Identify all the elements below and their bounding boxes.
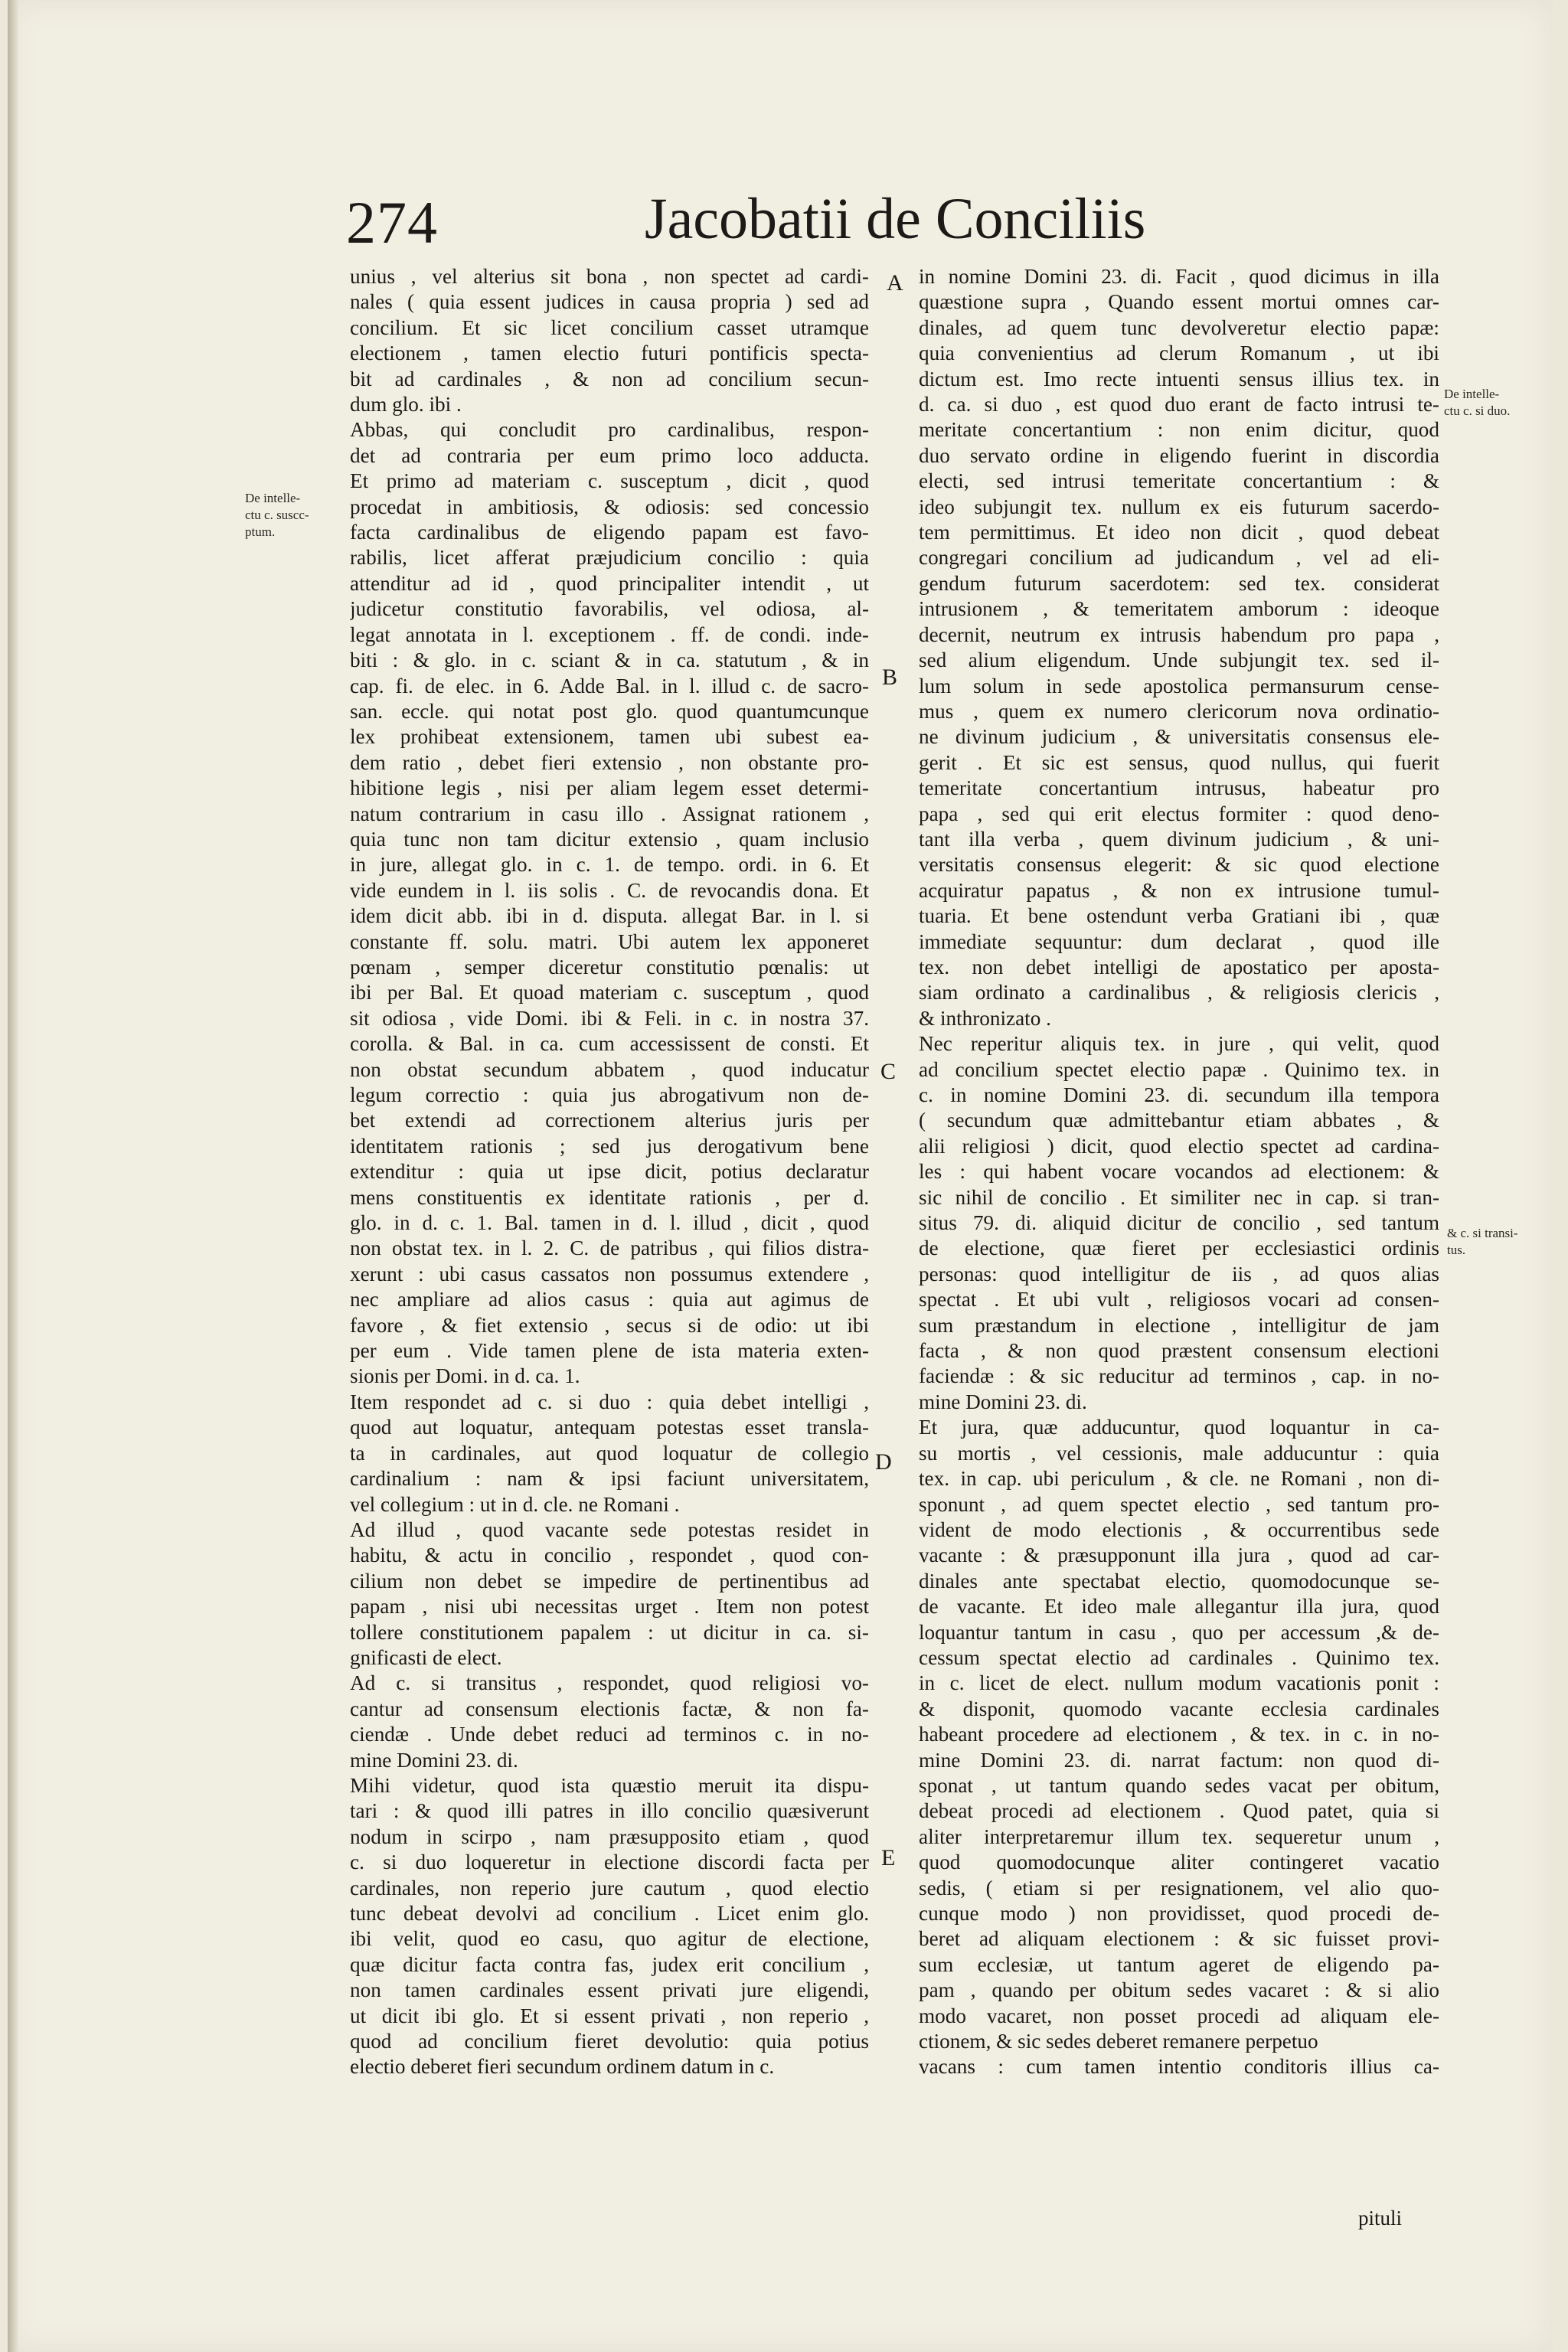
text-line: in jure, allegat glo. in c. 1. de tempo. ordi. in 6. Et: [350, 853, 869, 877]
margin-note-left: [245, 490, 309, 541]
text-line: sionis per Domi. in d. ca. 1.: [350, 1364, 580, 1388]
text-line: c. in nomine Domini 23. di. secundum illa tempora: [919, 1083, 1439, 1106]
text-line: cap. fi. de elec. in 6. Adde Bal. in l. illud c. de sacro-: [350, 674, 869, 697]
text-line: sed alium eligendum. Unde subjungit tex. sed il-: [919, 648, 1439, 672]
text-line: natum contrarium in casu illo . Assignat rationem ,: [350, 802, 869, 825]
text-line: Item respondet ad c. si duo : quia debet intelligi ,: [350, 1390, 869, 1413]
text-line: dinales ante spectabat electio, quomodocunque se-: [919, 1569, 1439, 1592]
text-line: facta , & non quod præstent consensum electioni: [919, 1339, 1439, 1363]
text-line: ( secundum quæ admittebantur etiam abbates , &: [919, 1109, 1439, 1132]
text-line: meritate concertantium : non enim dicitur, quod: [919, 418, 1439, 442]
text-line: Nec reperitur aliquis tex. in jure , qui velit, quod: [919, 1032, 1439, 1056]
text-line: personas: quod intelligitur de iis , ad quos alias: [919, 1262, 1439, 1285]
text-line: modo vacaret, non posset procedi ad aliquam ele-: [919, 2004, 1439, 2027]
text-line: vident de modo electionis , & occurrentibus sede: [919, 1517, 1439, 1541]
text-line: nales ( quia essent judices in causa propria ) sed ad: [350, 290, 869, 314]
section-letter-a: A: [887, 270, 903, 296]
text-line: c. si duo loqueretur in electione discordi facta per: [350, 1851, 869, 1874]
text-line: electio deberet fieri secundum ordinem datum in c.: [350, 2055, 775, 2079]
text-line: gendum futurum sacerdotem: sed tex. considerat: [919, 571, 1439, 595]
text-line: Abbas, qui concludit pro cardinalibus, respon-: [350, 418, 869, 442]
text-line: sponunt , ad quem spectet electio , sed tantum pro-: [919, 1492, 1439, 1516]
text-line: tex. non debet intelligi de apostatico per aposta-: [919, 955, 1439, 978]
text-line: non obstat secundum abbatem , quod inducatur: [350, 1057, 869, 1081]
text-line: quæ dicitur facta contra fas, judex erit concilium ,: [350, 1952, 869, 1976]
text-line: legat annotata in l. exceptionem . ff. de condi. inde-: [350, 622, 869, 646]
text-line: det ad contraria per eum primo loco adducta.: [350, 443, 869, 467]
text-line: sum ecclesiæ, ut tantum ageret de eligendo pa-: [919, 1952, 1439, 1976]
text-line: Mihi videtur, quod ista quæstio meruit ita dispu-: [350, 1773, 869, 1797]
text-line: quod aut loquatur, antequam potestas esset transla-: [350, 1416, 869, 1439]
margin-note-line: De intelle-: [245, 491, 301, 505]
text-line: facta cardinalibus de eligendo papam est favo-: [350, 521, 869, 544]
text-line: situs 79. di. aliquid dicitur de concilio , sed tantum: [919, 1211, 1439, 1235]
text-line: ut dicit ibi glo. Et si essent privati , non reperio ,: [350, 2004, 869, 2027]
text-line: pœnam , semper diceretur constitutio pœnalis: ut: [350, 955, 869, 978]
text-line: mine Domini 23. di. narrat factum: non quod di-: [919, 1748, 1439, 1772]
margin-note-line: tus.: [1447, 1243, 1466, 1257]
text-line: loquantur tantum in casu , quo per accessum ,& de-: [919, 1620, 1439, 1644]
text-line: vide eundem in l. iis solis . C. de revocandis dona. Et: [350, 878, 869, 902]
text-line: faciendæ : & sic reducitur ad terminos , cap. in no-: [919, 1364, 1439, 1388]
text-line: mine Domini 23. di.: [919, 1390, 1087, 1413]
left-text-column: [350, 264, 869, 2080]
text-line: gnificasti de elect.: [350, 1645, 502, 1669]
text-line: per eum . Vide tamen plene de ista materia exten-: [350, 1339, 869, 1363]
text-line: vacante : & præsupponunt illa jura , quod ad car-: [919, 1544, 1439, 1567]
margin-note-right-1: [1444, 386, 1510, 420]
text-line: concilium. Et sic licet concilium casset utramque: [350, 315, 869, 339]
text-line: unius , vel alterius sit bona , non spectet ad cardi-: [350, 265, 869, 288]
text-line: pam , quando per obitum sedes vacaret : & si alio: [919, 1978, 1439, 2002]
text-line: sedis, ( etiam si per resignationem, vel alio quo-: [919, 1876, 1439, 1900]
text-line: nec ampliare ad alios casus : quia aut agimus de: [350, 1288, 869, 1312]
text-line: sponat , ut tantum quando sedes vacat per obitum,: [919, 1773, 1439, 1797]
margin-note-line: ctu c. suscc-: [245, 508, 309, 522]
text-line: tuaria. Et bene ostendunt verba Gratiani ibi , quæ: [919, 904, 1439, 928]
text-line: tex. in cap. ubi periculum , & cle. ne Romani , non di-: [919, 1467, 1439, 1491]
text-line: tant illa verba , quem divinum judicium , & uni-: [919, 827, 1439, 851]
text-line: procedat in ambitiosis, & odiosis: sed concessio: [350, 495, 869, 518]
text-line: quæstione supra , Quando essent mortui omnes car-: [919, 290, 1439, 314]
text-line: quia tunc non tam dicitur extensio , quam inclusio: [350, 827, 869, 851]
text-line: judicetur constitutio favorabilis, vel odiosa, al-: [350, 597, 869, 621]
margin-note-line: ptum.: [245, 524, 276, 539]
text-line: identitatem rationis ; sed jus derogativum bene: [350, 1134, 869, 1158]
text-line: temeritate concertantium intrusus, habeatur pro: [919, 776, 1439, 800]
text-line: nodum in scirpo , nam præsupposito etiam , quod: [350, 1824, 869, 1848]
text-line: ad concilium spectet electio papæ . Quinimo tex. in: [919, 1057, 1439, 1081]
text-line: vacans : cum tamen intentio conditoris illius ca-: [919, 2055, 1439, 2079]
text-line: alii religiosi ) dicit, quod electio spectet ad cardina-: [919, 1134, 1439, 1158]
text-line: decernit, neutrum ex intrusis habendum pro papa ,: [919, 622, 1439, 646]
text-line: papam , nisi ubi necessitas urget . Item non potest: [350, 1595, 869, 1619]
text-line: versitatis consensus elegerit: & sic quod electione: [919, 853, 1439, 877]
text-line: attenditur ad id , quod principaliter intendit , ut: [350, 571, 869, 595]
text-line: & inthronizato .: [919, 1006, 1051, 1030]
text-line: quod quomodocunque aliter contingeret vacatio: [919, 1851, 1439, 1874]
text-line: Et primo ad materiam c. susceptum , dicit , quod: [350, 469, 869, 493]
text-line: mine Domini 23. di.: [350, 1748, 518, 1772]
text-line: Ad c. si transitus , respondet, quod religiosi vo-: [350, 1671, 869, 1695]
text-line: cilium non debet se impedire de pertinentibus ad: [350, 1569, 869, 1592]
text-line: mus , quem ex numero clericorum nova ordinatio-: [919, 699, 1439, 723]
text-line: sic nihil de concilio . Et similiter nec in cap. si tran-: [919, 1185, 1439, 1209]
text-line: vel collegium : ut in d. cle. ne Romani .: [350, 1492, 680, 1516]
text-line: debeat procedi ad electionem . Quod patet, quia si: [919, 1799, 1439, 1823]
text-line: su mortis , vel cessionis, male adducuntur : quia: [919, 1441, 1439, 1465]
text-line: de electione, quæ fieret per ecclesiastici ordinis: [919, 1236, 1439, 1260]
text-line: sit odiosa , vide Domi. ibi & Feli. in c. in nostra 37.: [350, 1006, 869, 1030]
text-line: acquiratur papatus , & non ex intrusione tumul-: [919, 878, 1439, 902]
text-line: corolla. & Bal. in ca. cum accessissent de consti. Et: [350, 1032, 869, 1056]
text-line: dinales, ad quem tunc devolveretur electio papæ:: [919, 315, 1439, 339]
text-line: in nomine Domini 23. di. Facit , quod dicimus in illa: [919, 265, 1439, 288]
right-text-column: [919, 264, 1439, 2080]
text-line: tunc debeat devolvi ad concilium . Licet enim glo.: [350, 1902, 869, 1925]
text-line: gerit . Et sic est sensus, quod nullus, qui fuerit: [919, 750, 1439, 774]
text-line: cantur ad consensum electionis factæ, & non fa-: [350, 1697, 869, 1720]
text-line: & disponit, quomodo vacante ecclesia cardinales: [919, 1697, 1439, 1720]
text-line: san. eccle. qui notat post glo. quod quantumcunque: [350, 699, 869, 723]
text-line: bit ad cardinales , & non ad concilium secun-: [350, 367, 869, 390]
text-line: ideo subjungit tex. nullum ex eis futurum sacerdo-: [919, 495, 1439, 518]
text-line: cardinales, non reperio jure cautum , quod electio: [350, 1876, 869, 1900]
section-letter-e: E: [881, 1845, 896, 1870]
text-line: papa , sed qui erit electus formiter : quod deno-: [919, 802, 1439, 825]
text-line: bet extendi ad correctionem alterius juris per: [350, 1109, 869, 1132]
text-line: extenditur : quia ut ipse dicit, potius declaratur: [350, 1160, 869, 1184]
text-line: spectat . Et ubi vult , religiosos vocari ad consen-: [919, 1288, 1439, 1312]
margin-note-line: De intelle-: [1444, 387, 1500, 401]
text-line: hibitione legis , nisi per aliam legem esset determi-: [350, 776, 869, 800]
running-title: Jacobatii de Conciliis: [645, 187, 1146, 251]
catchword: pituli: [1358, 2207, 1403, 2230]
text-line: glo. in d. c. 1. Bal. tamen in d. l. illud , dicit , quod: [350, 1211, 869, 1235]
text-line: ciendæ . Unde debet reduci ad terminos c. in no-: [350, 1723, 869, 1746]
text-line: cessum spectat electio ad cardinales . Quinimo tex.: [919, 1645, 1439, 1669]
text-line: tollere constitutionem papalem : ut dicitur in ca. si-: [350, 1620, 869, 1644]
text-line: rabilis, licet afferat præjudicium concilio : quia: [350, 546, 869, 570]
text-line: beret ad aliquam electionem : & sic fuisset provi-: [919, 1927, 1439, 1951]
margin-note-right-2: [1447, 1225, 1518, 1259]
text-line: habeant procedere ad electionem , & tex. in c. in no-: [919, 1723, 1439, 1746]
text-line: ta in cardinales, aut quod loquatur de collegio: [350, 1441, 869, 1465]
text-line: habitu, & actu in concilio , respondet , quod con-: [350, 1544, 869, 1567]
text-line: lum solum in sede apostolica permansurum cense-: [919, 674, 1439, 697]
text-line: aliter interpretaremur illum tex. sequeretur unum ,: [919, 1824, 1439, 1848]
text-line: idem dicit abb. ibi in d. disputa. allegat Bar. in l. si: [350, 904, 869, 928]
text-line: dum glo. ibi .: [350, 393, 462, 416]
text-line: dictum est. Imo recte intuenti sensus illius tex. in: [919, 367, 1439, 390]
text-line: quia convenientius ad clerum Romanum , ut ibi: [919, 341, 1439, 365]
gutter-shadow: [8, 0, 18, 2352]
text-line: non tamen cardinales essent privati jure eligendi,: [350, 1978, 869, 2002]
text-line: d. ca. si duo , est quod duo erant de facto intrusi te-: [919, 393, 1439, 416]
text-line: duo servato ordine in eligendo fuerint in discordia: [919, 443, 1439, 467]
text-line: electi, sed intrusi temeritate concertantium : &: [919, 469, 1439, 493]
text-line: constante ff. solu. matri. Ubi autem lex apponeret: [350, 929, 869, 953]
text-line: Ad illud , quod vacante sede potestas residet in: [350, 1517, 869, 1541]
text-line: ne divinum judicium , & universitatis consensus ele-: [919, 725, 1439, 749]
text-line: in c. licet de elect. nullum modum vacationis ponit :: [919, 1671, 1439, 1695]
text-line: sum præstandum in electione , intelligitur de jam: [919, 1313, 1439, 1337]
text-line: xerunt : ubi casus cassatos non possumus extendere ,: [350, 1262, 869, 1285]
text-line: immediate sequuntur: dum declarat , quod ille: [919, 929, 1439, 953]
text-line: Et jura, quæ adducuntur, quod loquantur in ca-: [919, 1416, 1439, 1439]
page-number: 274: [346, 189, 438, 256]
text-line: lex prohibeat extensionem, tamen ubi subest ea-: [350, 725, 869, 749]
text-line: dem ratio , debet fieri extensio , non obstante pro-: [350, 750, 869, 774]
text-line: congregari concilium ad judicandum , vel ad eli-: [919, 546, 1439, 570]
margin-note-line: ctu c. si duo.: [1444, 403, 1511, 418]
text-line: non obstat tex. in l. 2. C. de patribus , qui filios distra-: [350, 1236, 869, 1260]
text-line: de vacante. Et ideo male allegantur illa jura, quod: [919, 1595, 1439, 1619]
text-line: mens constituentis ex identitate rationis , per d.: [350, 1185, 869, 1209]
text-line: cunque modo ) non providisset, quod procedi de-: [919, 1902, 1439, 1925]
text-line: ibi velit, quod eo casu, quo agitur de electione,: [350, 1927, 869, 1951]
section-letter-b: B: [882, 665, 898, 690]
text-line: electionem , tamen electio futuri pontificis specta-: [350, 341, 869, 365]
text-line: tari : & quod illi patres in illo concilio quæsiverunt: [350, 1799, 869, 1823]
text-line: ctionem, & sic sedes deberet remanere perpetuo: [919, 2030, 1318, 2053]
text-line: quod ad concilium fieret devolutio: quia potius: [350, 2030, 869, 2053]
text-line: biti : & glo. in c. sciant & in ca. statutum , & in: [350, 648, 869, 672]
text-line: favore , & fiet extensio , secus si de odio: ut ibi: [350, 1313, 869, 1337]
margin-note-line: & c. si transi-: [1447, 1226, 1518, 1240]
book-page: [8, 0, 1553, 2352]
text-line: ibi per Bal. Et quoad materiam c. susceptum , quod: [350, 981, 869, 1004]
text-line: tem permittimus. Et ideo non dicit , quod debeat: [919, 521, 1439, 544]
text-line: legum correctio : quia jus abrogativum non de-: [350, 1083, 869, 1106]
text-line: les : qui habent vocare vocandos ad electionem: &: [919, 1160, 1439, 1184]
text-line: intrusionem , & temeritatem amborum : ideoque: [919, 597, 1439, 621]
text-line: cardinalium : nam & ipsi faciunt universitatem,: [350, 1467, 869, 1491]
section-letter-c: C: [880, 1059, 897, 1084]
text-line: siam ordinato a cardinalibus , & religiosis clericis ,: [919, 981, 1439, 1004]
section-letter-d: D: [875, 1449, 892, 1475]
